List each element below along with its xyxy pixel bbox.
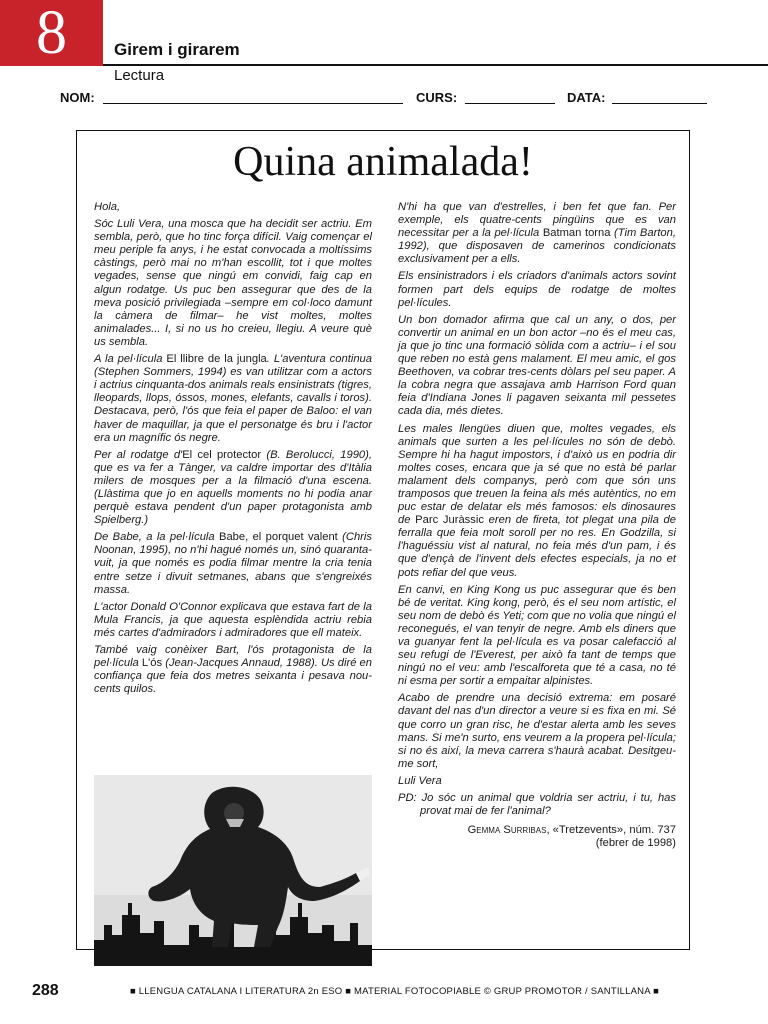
film-title: El llibre de la jungla bbox=[166, 353, 267, 366]
source-citation bbox=[398, 824, 676, 837]
paragraph: Sóc Luli Vera, una mosca que ha decidit ser actriu. Em sembla, però, que ho tinc força difícil. Vaig començar el meu periple fa anys, i he estat convocada a moltíssims càstings, però mai no m'han escollit, tot i que moltes vegades, sense que ningú em convidi, faig cap en algun rodatge. Us puc ben assegurar que des de la meva posició privilegiada –sempre em col·loco damunt la càmera de filmar– he vist moltes, moltes animalades... I, si no us ho creieu, llegiu. A veure què us sembla. bbox=[94, 218, 372, 348]
section-label: Lectura bbox=[114, 67, 165, 84]
unit-title: Girem i girarem bbox=[114, 40, 240, 59]
paragraph: Per al rodatge d'El cel protector (B. Berolucci, 1990), que es va fer a Tànger, va caldre importar des d'Itàlia milers de mosques per a la filmació d'una escena. (Llàstima que jo en aquells moments no hi podia anar perquè estava pendent d'un paper protagonista amb Spielberg.) bbox=[94, 448, 372, 527]
film-title: Parc Juràssic bbox=[415, 514, 484, 527]
paragraph: L'actor Donald O'Connor explicava que estava fart de la Mula Francis, ja que aquesta esplèndida actriu rebia més cartes d'admiradors i admiradores que ell mateix. bbox=[94, 600, 372, 639]
data-field[interactable] bbox=[612, 103, 707, 104]
film-title: Babe, el porquet valent bbox=[219, 531, 338, 544]
right-column bbox=[398, 201, 676, 854]
paragraph: Les males llengües diuen que, moltes vegades, els animals que surten a les pel·lícules no són de debò. Sempre hi ha hagut impostors, i d'això us en podria dir moltes coses, encara que ja sé que no està bé parlar malament dels companys, però com que són uns tramposos que treuen la feina als més autèntics, no em puc estar de delatar els més famosos: els dinosaures de Parc Juràssic eren de fireta, tot plegat una pila de ferralla que feia molt soroll per no res. En Godzilla, si l'haguéssiu vist al natural, no feia més d'un pam, i és que d'ençà de l'invent dels efectes especials, ja no et pots refiar del que veus. bbox=[398, 422, 676, 579]
nom-field[interactable] bbox=[103, 103, 403, 104]
curs-field[interactable] bbox=[465, 103, 555, 104]
paragraph: Acabo de prendre una decisió extrema: em posaré davant del nas d'un director a veure si es fixa en mi. Sé que corro un gran risc, he d'estar alerta amb les seves mans. Si me'n surto, ens veurem a la propera pel·lícula; si no és així, la meva carrera s'haurà acabat. Desitgeu-me sort, bbox=[398, 692, 676, 770]
unit-number-badge: 8 bbox=[0, 0, 103, 66]
film-title: L'ós bbox=[141, 657, 163, 670]
paragraph: A la pel·lícula El llibre de la jungla. L'aventura continua (Stephen Sommers, 1994) es van utilitzar com a actors i actrius cinquanta-dos animals reals ensinistrats (tigres, lleopards, llops, óssos, mones, elefants, cavalls i toros). Destacava, però, l'ós que feia el paper de Baloo: el van haver de maquillar, ja que el personatge és bru i l'actor era un magnífic ós negre. bbox=[94, 353, 372, 444]
article-title: Quina animalada! bbox=[233, 139, 533, 185]
paragraph: De Babe, a la pel·lícula Babe, el porquet valent (Chris Noonan, 1995), no n'hi hagué només un, sinó quaranta-vuit, ja que només es podia filmar mentre la cria tenia entre setze i divuit setmanes, abans que s'engreixés massa. bbox=[94, 531, 372, 596]
paragraph: En canvi, en King Kong us puc assegurar que és ben bé de veritat. King kong, però, és el seu nom artístic, el seu nom de debò és Yeti; com que no volia que ningú el reconegués, el van tenyir de negre. Amb els diners que va guanyar fent la pel·lícula es va posar calefacció al seu refugi de l'Everest, per això fa tant de temps que ningú no el veu: amb l'escalforeta que té a casa, no té ni esma per sortir a empaitar alpinistes. bbox=[398, 583, 676, 688]
film-title: El cel protector bbox=[182, 448, 262, 461]
header-rule bbox=[103, 64, 768, 66]
paragraph: Hola, bbox=[94, 201, 121, 213]
paragraph: Els ensinistradors i els criadors d'animals actors sovint formen part dels equips de rodatge de moltes pel·lícules. bbox=[398, 270, 676, 309]
paragraph: Un bon domador afirma que cal un any, o dos, per convertir un animal en un bon actor –no és el meu cas, ja que jo tinc una formació sòlida com a actriu– i el sou que reben no està gens malament. El meu amic, el gos Beethoven, va cobrar tres-cents dòlars pel seu paper. A la cobra negra que assajava amb Harrison Ford quan feia d'Indiana Jones li pagaven seixanta mil pessetes cada dia, més dietes. bbox=[398, 313, 676, 418]
page-number: 288 bbox=[32, 982, 59, 999]
source-author: Gemma Surribas bbox=[467, 824, 547, 837]
postscript: PD: Jo sóc un animal que voldria ser actriu, i tu, has provat mai de fer l'animal? bbox=[398, 792, 676, 818]
paragraph: També vaig conèixer Bart, l'ós protagonista de la pel·lícula L'ós (Jean-Jacques Annaud, 1988). Us diré en confiança que feia dos metres seixanta i pesava nou-cents quilos. bbox=[94, 644, 372, 696]
data-label: DATA: bbox=[567, 90, 606, 105]
signature: Luli Vera bbox=[398, 774, 442, 787]
king-kong-photo bbox=[94, 775, 372, 966]
paragraph: N'hi ha que van d'estrelles, i ben fet que fan. Per exemple, els quatre-cents pingüins que es van necessitar per a la pel·lícula Batman torna (Tim Barton, 1992), que disposaven de camerinos condicionats exclusivament per a ells. bbox=[398, 201, 676, 266]
film-title: Batman torna bbox=[542, 227, 611, 240]
source-publication: , «Tretzevents», núm. 737 bbox=[546, 824, 676, 837]
footer-credits: ■ LLENGUA CATALANA I LITERATURA 2n ESO ■ MATERIAL FOTOCOPIABLE © GRUP PROMOTOR / SANTILLANA ■ bbox=[130, 986, 660, 997]
left-column bbox=[94, 201, 372, 700]
king-kong-illustration bbox=[94, 775, 372, 966]
nom-label: NOM: bbox=[60, 90, 95, 105]
source-date: (febrer de 1998) bbox=[595, 837, 676, 850]
curs-label: CURS: bbox=[416, 90, 458, 105]
